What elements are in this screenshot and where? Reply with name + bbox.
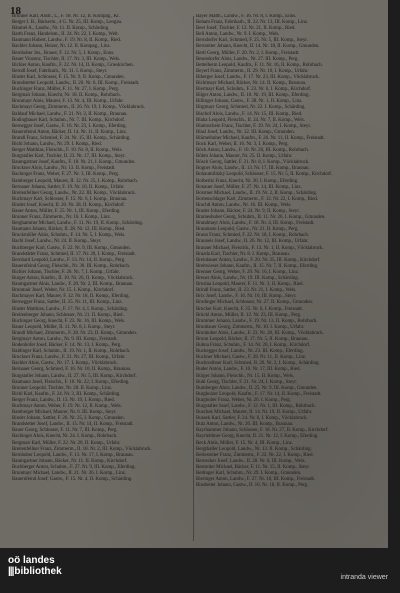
register-entry: Bamberger Michael, Maurer, Nr. 6. III. Komp., Steyr. [12, 410, 117, 416]
register-entry: Buchmayr Karl, Schlosser, F. 15. Nr. 6, I. Komp., Braunau. [12, 196, 128, 202]
register-entry: Bruckner Alois, Landw., Nr. 13. II. Komp., Freistadt. [12, 166, 116, 172]
register-entry: Baumgartner Alois, Landw., F. 20. Nr. 2, III. Komp., Braunau. [12, 282, 134, 288]
register-entry: Brunner Karl, Anstr., L., F. 18. Nr. 12, II. Kompag., Kr. [12, 14, 120, 19]
register-entry: Bauer Leopold, Müller, II. 11. Nr. 8, I. Komp., Steyr. [12, 324, 116, 330]
register-entry: Brodinger Michael, Schlosser, Nr. 27. II. Komp., Gmunden. [196, 300, 314, 306]
register-entry: Buchberger Karl, Gastw., F. 22. Nr. 9, III. Komp., Gmunden. [12, 245, 131, 251]
register-entry: Buchner Michael, Gastw., F. 28. Nr. 11, II. Komp., Linz. [196, 355, 307, 361]
register-entry: Buhl Georg, Tischler, F. 21. Nr. 24, I. Komp., Steyr. [196, 379, 297, 385]
register-entry: Breitwieser Johann, Kaufm., II. 15. Nr. 7, II. Komp., Eferding. [196, 263, 319, 269]
register-entry: Bauer Georg, Schlosser, F. 11. Nr. 7, III. Komp., Perg. [12, 428, 118, 434]
register-entry: Bernecker Josef, Landw., II. 28. Nr. 6, III. Komp., Wels. [196, 458, 306, 464]
register-entry: Bodenhofer Josef, Bäcker, F. 14. Nr. 13, I. Komp., Perg. [12, 343, 122, 349]
register-entry: Breitenfellner Franz, Zimmerm., II. 18. Nr. 2, III. Komp., Vöcklabruck. [12, 446, 152, 452]
register-entry: Bock Karl, Weber, II. 16. Nr. 3, I. Komp., Perg. [196, 141, 289, 147]
register-entry: Bichl Johann, Landw., Nr. 29. I. Komp., Ried. [12, 141, 102, 147]
register-entry: Bachl Josef, Landw., Nr. 24. II. Komp., Steyr. [12, 239, 102, 245]
register-entry: Bolberitz Franz, Knecht, Nr. 30. I. Komp., Eferding. [196, 178, 299, 184]
register-entry: Berndl Josef, Fabrikarb., Nr. 31. I. Komp., Steyr. [12, 68, 108, 74]
register-entry: Bachmayr Georg, Zimmerm., II. 26. Nr. 19, I. Komp., Vöcklabruck. [12, 105, 145, 111]
page-number: 18 [10, 5, 21, 17]
register-entry: Bachler Alois, Gastw., Nr. 17. I. Komp., Vöcklabruck. [12, 361, 118, 367]
register-entry: Bruno Leopold, Bäcker, II. 17. Nr. 5, II. Komp., Braunau. [196, 336, 309, 342]
register-entry: Brucker Karl, Knecht, F. 25. Nr. 6, I. Komp., Freistadt. [196, 306, 303, 312]
register-entry: Böck Anton, Landw., F. 10. Nr. 20, III. Komp., Rohrbach. [196, 148, 309, 154]
register-entry: Bachmayer Karl, Maurer, F. 12. Nr. 18, II. Komp., Eferding. [12, 294, 130, 300]
register-entry: Bindreiter Johann, Gastw., II. 16. Nr. 18, II. Komp., Perg. [196, 483, 309, 489]
register-entry: Bell Anton, Landw., Nr. 9. I. Komp., Wels. [196, 32, 280, 38]
register-entry: Bäumel A., Landw., Nr. 11. II. Komp., Schärding. [12, 26, 110, 32]
register-entry: Bernauer Johann, Sattler, F. 19. Nr. 10, II. Komp., Urfahr. [12, 184, 125, 190]
register-entry: Brader Johann, Bäcker, F. 24. Nr. 9, II. Komp., Steyr. [196, 209, 300, 214]
register-entry: Bauernfeind Anton, Bäcker, II. 14. Nr. 11, II. Komp., Linz. [12, 129, 127, 135]
register-entry: Bruckner Franz, Landw., F. 21. Nr. 27, III. Komp., Urfahr. [12, 355, 126, 361]
logo-line-2-text: bibliothek [14, 566, 62, 577]
register-entry: Brandstetter Josef, Landw., II. 15. Nr. 14, II. Komp., Freistadt. [12, 422, 134, 428]
register-entry: Buschek Michael, Maurer, II. 14. Nr. 19, II. Komp., Urfahr. [196, 410, 313, 416]
register-entry: Breuer Alois, Landw., Nr. 19. III. Komp., Schärding. [196, 276, 299, 282]
register-entry: Bergthaller Leopold, Landw., Nr. 13. II. Komp., Schärding. [196, 446, 312, 452]
register-entry: Bilger Anton, Landw., II. 10. Nr. 19, III. Komp., Eferding. [196, 93, 310, 99]
register-entry: Bettelheim Leopold, Kaufm., F. 11. Nr. 16, II. Komp., Rohrbach. [196, 62, 323, 68]
register-entry: Bichlmayr Michael, Bäcker, Nr. 14. II. Komp., Braunau. [196, 81, 307, 87]
register-entry: Brunner Leopold, Tischler, Nr. 28. II. Komp., Linz. [12, 385, 113, 391]
register-entry: Brunner Franz, Zimmerm., Nr. 16. I. Komp., Linz. [12, 215, 111, 221]
register-entry: Bernhuber Leopold, Landw., F. 13. Nr. 17, I. Komp., Braunau. [12, 452, 134, 458]
register-entry: Bonauer Josef, Müller, F. 27. Nr. 14, III. Komp., Linz. [196, 184, 302, 190]
register-entry: Bayrleithner Georg, Knecht, II. 21. Nr. 12, I. Komp., Eferding. [196, 434, 319, 440]
register-entry: Binder Johann, Sattler, F. 26. Nr. 25, I. Komp., Gmunden. [12, 416, 125, 422]
register-entry: Beer Josef, Tischler, F. 12. Nr. 21, II. Komp., Ried. [196, 26, 296, 32]
register-entry: Brandstetter Leopold, Landw., II. 20. Nr. 6, III. Komp., Freistadt. [12, 81, 140, 87]
register-entry: Bussek Karl, Sattler, F. 24. Nr. 8, I. Komp., Vöcklabruck. [196, 416, 308, 422]
register-entry: Besendorfer Alois, Landw., Nr. 27. III. Komp., Perg. [196, 56, 299, 62]
register-entry: Blümelhuber Michael, Kaufm., F. 26. Nr. 11, II. Komp., Freistadt. [196, 135, 325, 141]
register-entry: Brazda Karl, Tischler, Nr. 8. I. Komp., Braunau. [196, 251, 290, 257]
left-column [12, 14, 195, 483]
register-entry: Burgholzer Leopold, Kaufm., F. 17. Nr. 14, II. Komp., Freistadt. [196, 391, 322, 397]
register-entry: Bernegger Josef, Gastw., F. 16. Nr. 23, I. Komp., Eferding. [12, 123, 127, 129]
register-entry: Billinger Johann, Gastw., F. 28. Nr. 1, II. Komp., Linz. [196, 99, 303, 105]
register-entry: Brunmayr Alois, Maurer, F. 13. Nr. 4, III. Komp., Urfahr. [12, 99, 124, 105]
register-entry: Brandl Michael, Zimmerm., F. 28. Nr. 23, II. Komp., Gmunden. [12, 330, 137, 336]
register-entry: Bayrhammer Johann, Schlosser, F. 18. Nr. 27, II. Komp., Kirchdorf. [196, 428, 329, 434]
register-entry: Brenner Georg, Weber, F. 29. Nr. 16, I. Komp., Linz. [196, 269, 299, 275]
register-entry: Brezina Leopold, Maurer, F. 11. Nr. 3, II. Komp., Ried. [196, 282, 304, 288]
register-entry: Bodingbauer Karl, Schuhm., Nr. 7. III. Komp., Kirchdorf. [12, 117, 126, 123]
register-entry: Bernhard Leopold, Landw., F. 13. Nr. 14, II. Komp., Perg. [12, 257, 126, 263]
register-entry: Burghuber Franz, Weber, Nr. 26. I. Komp., Perg. [196, 397, 291, 403]
register-entry: Bachler Johann, Heizer, Nr. 12. II. Kompag., Linz. [12, 44, 111, 50]
logo-line-1: oö landes [8, 555, 55, 566]
logo-line-2 [8, 566, 62, 577]
register-entry: Binder Matthias, Landw., F. 17. Nr. 4, I. Komp., Schärding. [12, 306, 129, 312]
register-entry: Baldinger Karl, Schuhm., II. 19. Nr. 1, II. Komp., Rohrbach. [12, 349, 131, 355]
register-entry: Brummer Johann, Landw., F. 19. Nr. 13, II. Komp., Rohrbach. [196, 318, 318, 324]
register-entry: Buder Anton, Landw., F. 10. Nr. 17, III. Komp., Ried. [196, 367, 301, 373]
register-entry: Beyerl Franz, Zimmerm., II. 29. Nr. 10, I. Komp., Urfahr. [196, 68, 309, 74]
register-entry: Brunhuber Alois, Landw., F. 23. Nr. 28, III. Komp., Vöcklabruck. [196, 330, 324, 336]
register-entry: Bayer Matth., Landw., F. 16. Nr. 8, I. Komp., Enns. [196, 14, 297, 19]
register-entry: Breitenfellner Georg, Landw., Nr. 22. III. Komp., Vöcklabruck. [12, 190, 136, 196]
register-entry: Breinbauer Anton, Landw., F. 20. Nr. 25, III. Komp., Kirchdorf. [196, 257, 321, 263]
register-entry: Bernegger Franz, Sattler, II. 25. Nr. 11, III. Komp., Linz. [12, 300, 123, 306]
viewer-label: intranda viewer [340, 574, 388, 581]
register-entry: Brachtl Anton, Landw., Nr. 16. III. Komp., Wels. [196, 202, 292, 208]
register-entry: Brunmair Josef, Weber, Nr. 15. I. Komp., Kirchdorf. [12, 288, 115, 294]
register-entry: Berger Franz, Landw., II. 13. Nr. 19, I. Komp., Ried. [12, 397, 115, 403]
register-entry: Brauner Michael, Fleischh., F. 13. Nr. 1, II. Komp., Vöcklabruck. [196, 245, 324, 251]
register-entry: Baumgartner Josef, Kaufm., F. 18. Nr. 21, I. Komp., Gmunden. [12, 160, 136, 166]
register-entry: Bernreiter Johann, Knecht, II. 14. Nr. 18, II. Komp., Gmunden. [196, 44, 320, 50]
register-entry: Berlesreiter Franz, Zimmerm., F. 22. Nr. 22, I. Komp., Ried. [196, 452, 314, 458]
register-entry: Bortenschlager Karl, Zimmerm., F. 12. Nr. 22, I. Komp., Ried. [196, 196, 319, 202]
register-entry: Brix Josef, Landw., F. 16. Nr. 10, III. Komp., Steyr. [196, 294, 297, 300]
register-entry: Berndorfer Karl, Schmied, F. 25. Nr. 5, III. Komp., Steyr. [196, 38, 308, 44]
register-entry: Buchroithner Karl, Schmied, II. 20. Nr. 2, I. Komp., Schärding. [196, 361, 320, 367]
register-entry: Berger J. B., Bäckerm., 4 G. Nr. 25, III. Komp., Lengau. [12, 20, 123, 26]
register-entry: Bergmayr Anton, Landw., Nr. 9. III. Komp., Freistadt. [12, 336, 118, 342]
register-entry: Baldauf Michael, Landw., F. 21. Nr. 2, II. Komp., Braunau. [12, 111, 128, 117]
register-entry: Bestreiter Michael, Bäcker, F. 11. Nr. 15, II. Komp., Steyr. [196, 464, 310, 470]
register-entry: Binder Josef, Knecht, II. 20. Nr. 28, II. Komp., Kirchdorf. [12, 202, 125, 208]
register-entry: Burgstaller Josef, Landw., F. 12. Nr. 1, III. Komp., Rohrbach. [196, 404, 316, 409]
register-entry: Bubna Franz, Schuhm., F. 14. Nr. 20, I. Komp., Kirchdorf. [196, 343, 311, 349]
register-entry: Buchinger Franz, Müller, F. 11. Nr. 27, I. Komp., Perg. [12, 87, 120, 93]
register-entry: Bichl Karl, Kaufm., F. 24. Nr. 3, III. Komp., Schärding. [12, 391, 121, 397]
register-entry: Brückl Anton, Müller, II. 12. Nr. 23, III. Komp., Perg. [196, 312, 302, 318]
logo-bars-icon: ||| [8, 566, 14, 577]
register-entry: Berghammer Michael, Landw., F. 11. Nr. 19, II. Komp., Schärding. [12, 221, 144, 227]
register-entry: Baumann Josef, Fleischh., F. 10. Nr. 22, I. Komp., Eferding. [12, 379, 130, 385]
register-entry: Blaimschein Franz, Tischler, F. 19. Nr. 24, I. Komp., Steyr. [196, 123, 311, 129]
register-entry: Bachinger Franz, Weber, F. 27. Nr. 3, III. Komp., Perg. [12, 172, 120, 178]
register-entry: Bruckmüller Alois, Schuhm., F. 14. Nr. 5, I. Komp., Wels. [12, 233, 126, 239]
register-entry: Bieringer Anton, Landw., F. 27. Nr. 10, III. Komp., Freistadt. [196, 477, 315, 483]
register-entry: Bergmair Johann, Knecht, Nr. 18. II. Komp., Rohrbach. [12, 93, 121, 99]
register-entry: Bohaumilitzky Leopold, Schlosser, F. 15. Nr. 5, II. Komp., Kirchdorf. [196, 172, 333, 178]
register-entry: Berger Matthias, Fleischh., F. 10. Nr. 8, II. Komp., Wels. [12, 148, 123, 154]
register-entry: Bamberger Leopold, Maurer, II. 12. Nr. 25, I. Komp., Rohrbach. [12, 178, 138, 184]
register-entry: Braun Franz, Schmied, F. 22. Nr. 18, I. Komp., Rohrbach. [196, 233, 310, 239]
register-entry: Brandl Franz, Schmied, F. 24. Nr. 15, III. Komp., Schärding. [12, 135, 131, 141]
register-entry: Barth Franz, Handelsm., II. 24. Nr. 22, I. Komp., Welt. [12, 32, 119, 38]
register-entry: Baumgartner Johann, Bäcker, Nr. 11. II. Komp., Kirchdorf. [12, 458, 128, 464]
register-entry: Binder Karl, Schlosser, F. 15. Nr. 9, II. Komp., Gmunden. [12, 74, 125, 80]
register-entry: Bichler Anton, Kaufm., F. 22. Nr. 14, II. Komp., Grieskirchen. [12, 62, 134, 68]
register-entry: Bogner Alois, Landw., II. 13. Nr. 17, III. Komp., Braunau. [196, 166, 310, 172]
register-entry: Blaha Leopold, Fleischh., II. 24. Nr. 7, II. Komp., Wels. [196, 117, 305, 123]
register-entry: Bichler Johann, Tischler, F. 26. Nr. 7, I. Komp., Urfahr. [12, 269, 120, 275]
register-entry: Böhm Johann, Maurer, Nr. 25. II. Komp., Urfahr. [196, 154, 293, 160]
register-entry: Baumann Johann, Bäcker, II. 28. Nr. 12, III. Komp., Ried. [12, 227, 126, 233]
register-entry: Brameshuber Georg, Schuhm., II. 11. Nr. 26, I. Komp., Gmunden. [196, 215, 326, 221]
register-entry: Bumberger Alois, Landw., II. 25. Nr. 9, III. Komp., Gmunden. [196, 385, 318, 391]
register-entry: Bertl Georg, Müller, F. 20. Nr. 2, I. Komp., Freistadt. [196, 50, 300, 56]
register-entry: Buchberger Anton, Schuhm., F. 27. Nr. 9, III. Komp., Eferding. [12, 464, 136, 470]
register-entry: Buchmayr Anton, Weber, F. 19. Nr. 12, II. Komp., Wels. [12, 404, 122, 409]
register-entry: Buchegger Josef, Landw., Nr. 23. III. Komp., Eferding. [196, 349, 304, 355]
register-entry: Biberger Josef, Landw., F. 17. Nr. 23, III. Komp., Vöcklabruck. [196, 74, 320, 80]
register-entry: Blasl Josef, Landw., Nr. 12. III. Komp., Gmunden. [196, 129, 295, 135]
register-entry: Beham Franz, Fabrikarb., II. 22. Nr. 13, III. Komp., Linz. [196, 20, 309, 26]
register-entry: Bösch Georg, Sattler, F. 21. Nr. 8, I. Komp., Vöcklabruck. [196, 160, 310, 166]
register-entry: Bauernfeind Georg, Fleischh., Nr. 30. III. Komp., Rohrbach. [12, 263, 131, 269]
register-entry: Borstner Michael, Landw., II. 19. Nr. 2, II. Komp., Schärding. [196, 190, 317, 196]
register-entry: Biermayr Karl, Schuhm., F. 23. Nr. 6, I. Komp., Kirchdorf. [196, 87, 312, 93]
register-entry: Brandmayr Alois, Landw., F. 18. Nr. 4, III. Komp., Freistadt. [196, 221, 315, 227]
right-column [196, 14, 379, 489]
register-entry: Burgstaller Johann, Landw., II. 27. Nr. 5, III. Komp., Kirchdorf. [12, 373, 137, 379]
register-entry: Bischof Alois, Landw., F. 14. Nr. 15, III. Komp., Ried. [196, 111, 303, 117]
register-entry: Burgstaller Karl, Tischler, II. 23. Nr. 17, III. Komp., Steyr. [12, 154, 126, 160]
register-entry: Brauneis Josef, Landw., II. 26. Nr. 12, III. Komp., Urfahr. [196, 239, 309, 245]
library-logo [8, 555, 62, 577]
register-entry: Bauer Anton, Müller, F. 25. Nr. 1, III. Komp., Eferding. [12, 209, 121, 214]
register-entry: Bachinger Alois, Knecht, Nr. 24. I. Komp., Rohrbach. [12, 434, 118, 440]
register-entry: Bürger Johann, Fleischh., Nr. 15. II. Komp., Wels. [196, 373, 295, 379]
register-entry: Bettinger Karl, Schuhm., Nr. 29. I. Komp., Gmunden. [196, 471, 302, 477]
register-entry: Birgmayr Georg, Schmied, Nr. 22. I. Komp., Schärding. [196, 105, 306, 111]
register-entry: Beck Alois, Müller, F. 15. Nr. 4, III. Komp., Linz. [196, 440, 293, 446]
register-entry: Breitenberger Johann, Schlosser, Nr. 21. II. Komp., Ried. [12, 312, 124, 318]
register-entry: Brunmayr Michael, Landw., II. 21. Nr. 26, I. Komp., Linz. [12, 471, 127, 477]
register-entry: Bergmair Karl, Müller, F. 22. Nr. 20, II. Komp., Urfahr. [12, 440, 121, 446]
register-entry: Buchinger Georg, Knecht, F. 23. Nr. 16, III. Komp., Wels. [12, 318, 126, 324]
register-entry: Bernhuber Jos., Brauer, F. 12. Nr. 5, I. Komp., Enns. [12, 50, 115, 56]
register-entry: Bauernfeind Josef, Gastw., F. 15. Nr. 4, II. Komp., Schärding. [12, 477, 133, 483]
register-entry: Brunbauer Georg, Zimmerm., Nr. 10. I. Komp., Urfahr. [196, 324, 305, 330]
register-entry: Burger Anton, Kaufm., II. 10. Nr. 26, II. Komp., Vöcklabruck. [12, 276, 134, 282]
register-entry: Brindl Franz, Sattler, II. 23. Nr. 21, I. Komp., Wels. [196, 288, 297, 294]
register-entry: Baumann Hubert, Landw., F. 19. Nr. 8, II. Komp., Ried. [12, 38, 122, 44]
register-entry: Braumann Leopold, Gastw., Nr. 21. II. Komp., Perg. [196, 227, 299, 233]
register-entry: Brandstätter Franz, Schmied, II. 17. Nr. 20, I. Komp., Freistadt. [12, 251, 136, 257]
register-entry: Bernauer Georg, Schmied, F. 16. Nr. 10, II. Komp., Braunau. [12, 367, 132, 373]
register-entry: Butz Anton, Landw., Nr. 20. III. Komp., Braunau. [196, 422, 294, 428]
register-entry: Bauer Vinzenz, Tischler, II. 17. Nr. 3, III. Komp., Wels. [12, 56, 121, 62]
column-divider [193, 16, 194, 541]
